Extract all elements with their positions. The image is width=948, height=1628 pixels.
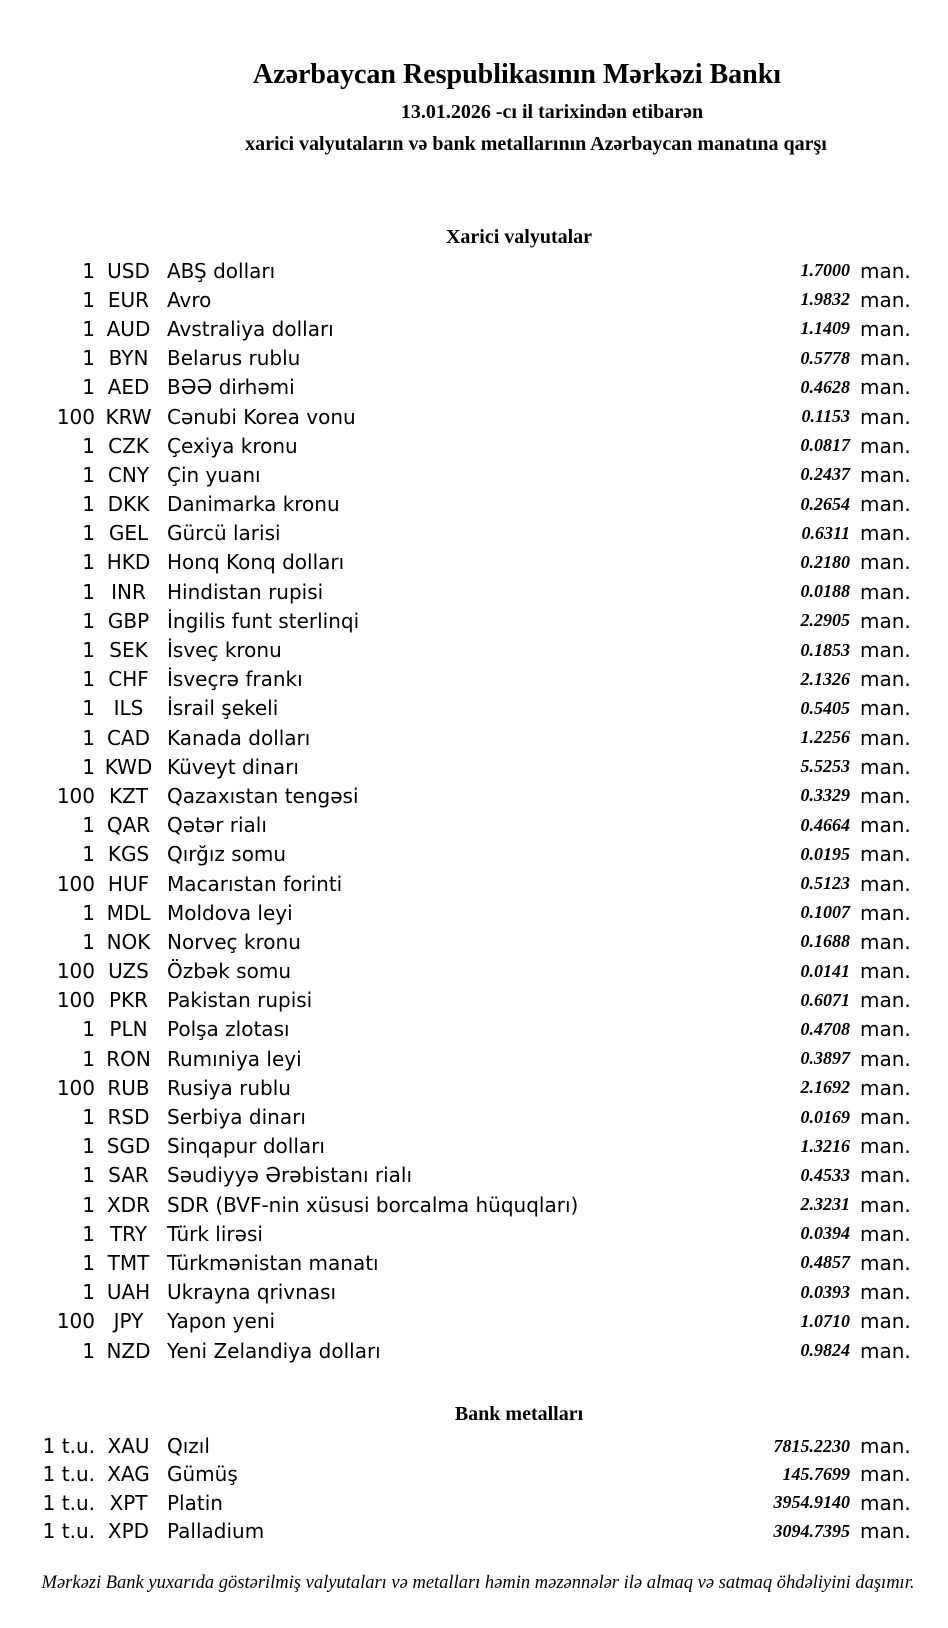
quantity-cell: 100 bbox=[56, 783, 95, 808]
unit-label: man. bbox=[860, 754, 911, 779]
unit-label: man. bbox=[860, 1046, 911, 1071]
unit-label: man. bbox=[860, 725, 911, 750]
rate-value-cell: 7815.2230 bbox=[773, 1435, 850, 1456]
currency-name-cell: Qətər rialı bbox=[167, 813, 267, 838]
table-row bbox=[0, 1307, 948, 1336]
quantity-cell: 1 bbox=[82, 900, 95, 925]
currency-name-cell: Səudiyyə Ərəbistanı rialı bbox=[167, 1163, 413, 1188]
currency-name-cell: Çin yuanı bbox=[167, 462, 261, 487]
page-title: Azərbaycan Respublikasının Mərkəzi Bankı bbox=[252, 59, 782, 90]
unit-label: man. bbox=[860, 988, 911, 1013]
rate-value-cell: 0.2437 bbox=[800, 464, 850, 485]
table-row bbox=[0, 1460, 948, 1488]
table-row bbox=[0, 1161, 948, 1190]
table-row bbox=[0, 1432, 948, 1460]
currency-code-cell: KRW bbox=[105, 404, 152, 429]
quantity-cell: 1 bbox=[82, 316, 95, 341]
currency-name-cell: Gürcü larisi bbox=[167, 521, 281, 546]
quantity-cell: 1 bbox=[82, 638, 95, 663]
currency-name-cell: İsrail şekeli bbox=[167, 696, 279, 721]
unit-label: man. bbox=[860, 433, 911, 458]
currency-code-cell: GBP bbox=[107, 608, 150, 633]
quantity-cell: 100 bbox=[56, 871, 95, 896]
quantity-cell: 1 bbox=[82, 462, 95, 487]
quantity-cell: 1 t.u. bbox=[42, 1462, 95, 1487]
currency-name-cell: Norveç kronu bbox=[167, 929, 301, 954]
unit-label: man. bbox=[860, 346, 911, 371]
unit-label: man. bbox=[860, 1221, 911, 1246]
currency-code-cell: EUR bbox=[107, 287, 150, 312]
table-row bbox=[0, 402, 948, 431]
rate-value-cell: 1.1409 bbox=[800, 318, 850, 339]
rate-value-cell: 5.5253 bbox=[800, 756, 850, 777]
rate-value-cell: 0.4628 bbox=[800, 376, 850, 397]
currency-code-cell: ILS bbox=[113, 696, 144, 721]
rate-value-cell: 0.0817 bbox=[800, 435, 850, 456]
unit-label: man. bbox=[860, 696, 911, 721]
rate-value-cell: 0.1007 bbox=[800, 902, 850, 923]
table-row bbox=[0, 1044, 948, 1073]
table-row bbox=[0, 869, 948, 898]
metal-code-cell: XPD bbox=[107, 1519, 150, 1544]
effective-date-line: 13.01.2026 -cı il tarixindən etibarən bbox=[400, 101, 704, 123]
rate-value-cell: 1.2256 bbox=[800, 727, 850, 748]
currency-name-cell: İngilis funt sterlinqi bbox=[167, 608, 360, 633]
currency-code-cell: AED bbox=[107, 375, 150, 400]
table-row bbox=[0, 898, 948, 927]
quantity-cell: 1 t.u. bbox=[42, 1519, 95, 1544]
unit-label: man. bbox=[860, 521, 911, 546]
unit-label: man. bbox=[860, 1075, 911, 1100]
currency-code-cell: RON bbox=[106, 1046, 151, 1071]
rate-value-cell: 2.3231 bbox=[800, 1194, 850, 1215]
rate-value-cell: 1.7000 bbox=[800, 260, 850, 281]
quantity-cell: 1 bbox=[82, 696, 95, 721]
unit-label: man. bbox=[860, 813, 911, 838]
currency-code-cell: UZS bbox=[108, 959, 149, 984]
quantity-cell: 1 bbox=[82, 725, 95, 750]
rate-value-cell: 0.2654 bbox=[800, 493, 850, 514]
table-row bbox=[0, 811, 948, 840]
quantity-cell: 1 bbox=[82, 1338, 95, 1363]
rate-value-cell: 0.0393 bbox=[800, 1281, 850, 1302]
currency-code-cell: USD bbox=[107, 258, 150, 283]
currency-name-cell: Moldova leyi bbox=[167, 900, 293, 925]
table-row bbox=[0, 1190, 948, 1219]
unit-label: man. bbox=[860, 287, 911, 312]
quantity-cell: 1 t.u. bbox=[42, 1434, 95, 1459]
table-row bbox=[0, 490, 948, 519]
currency-code-cell: PKR bbox=[108, 988, 149, 1013]
rate-value-cell: 0.0188 bbox=[800, 581, 850, 602]
currency-name-cell: İsveç kronu bbox=[167, 638, 282, 663]
quantity-cell: 1 bbox=[82, 521, 95, 546]
currency-name-cell: Özbək somu bbox=[167, 959, 291, 984]
quantity-cell: 1 bbox=[82, 667, 95, 692]
currency-code-cell: GEL bbox=[108, 521, 149, 546]
quantity-cell: 1 bbox=[82, 287, 95, 312]
currency-name-cell: Belarus rublu bbox=[167, 346, 301, 371]
quantity-cell: 1 bbox=[82, 1105, 95, 1130]
unit-label: man. bbox=[860, 1017, 911, 1042]
unit-label: man. bbox=[860, 1192, 911, 1217]
table-row bbox=[0, 694, 948, 723]
currency-code-cell: PLN bbox=[109, 1017, 148, 1042]
metal-name-cell: Gümüş bbox=[167, 1462, 238, 1487]
table-row bbox=[0, 256, 948, 285]
currency-code-cell: KZT bbox=[108, 783, 149, 808]
table-row bbox=[0, 431, 948, 460]
table-row bbox=[0, 519, 948, 548]
rate-value-cell: 2.2905 bbox=[800, 610, 850, 631]
unit-label: man. bbox=[860, 667, 911, 692]
metal-name-cell: Platin bbox=[167, 1490, 223, 1515]
unit-label: man. bbox=[860, 959, 911, 984]
table-row bbox=[0, 577, 948, 606]
currency-code-cell: RUB bbox=[107, 1075, 150, 1100]
currency-code-cell: CZK bbox=[108, 433, 149, 458]
unit-label: man. bbox=[860, 404, 911, 429]
currency-name-cell: Polşa zlotası bbox=[167, 1017, 290, 1042]
unit-label: man. bbox=[860, 316, 911, 341]
quantity-cell: 1 bbox=[82, 346, 95, 371]
rate-value-cell: 1.0710 bbox=[800, 1310, 850, 1331]
currency-code-cell: CNY bbox=[107, 462, 150, 487]
rate-value-cell: 0.3329 bbox=[800, 785, 850, 806]
table-row bbox=[0, 986, 948, 1015]
unit-label: man. bbox=[860, 1250, 911, 1275]
currency-code-cell: DKK bbox=[107, 492, 150, 517]
rate-value-cell: 1.9832 bbox=[800, 289, 850, 310]
currency-name-cell: Türkmənistan manatı bbox=[167, 1250, 379, 1275]
currency-name-cell: Çexiya kronu bbox=[167, 433, 298, 458]
currency-name-cell: BƏƏ dirhəmi bbox=[167, 375, 295, 400]
currency-name-cell: Rumıniya leyi bbox=[167, 1046, 302, 1071]
unit-label: man. bbox=[860, 492, 911, 517]
rate-value-cell: 0.1688 bbox=[800, 931, 850, 952]
currency-code-cell: RSD bbox=[107, 1105, 150, 1130]
currency-code-cell: HUF bbox=[107, 871, 150, 896]
rate-value-cell: 0.0195 bbox=[800, 843, 850, 864]
unit-label: man. bbox=[860, 842, 911, 867]
unit-label: man. bbox=[860, 1434, 911, 1459]
table-row bbox=[0, 1015, 948, 1044]
quantity-cell: 1 bbox=[82, 608, 95, 633]
currency-name-cell: Avro bbox=[167, 287, 212, 312]
rate-value-cell: 0.0394 bbox=[800, 1223, 850, 1244]
quantity-cell: 1 bbox=[82, 1280, 95, 1305]
table-row bbox=[0, 548, 948, 577]
table-row bbox=[0, 1219, 948, 1248]
unit-label: man. bbox=[860, 579, 911, 604]
quantity-cell: 100 bbox=[56, 404, 95, 429]
quantity-cell: 1 bbox=[82, 1134, 95, 1159]
quantity-cell: 100 bbox=[56, 1075, 95, 1100]
currency-name-cell: Macarıstan forinti bbox=[167, 871, 343, 896]
rate-value-cell: 0.6311 bbox=[801, 522, 850, 543]
table-row bbox=[0, 752, 948, 781]
currency-name-cell: Qazaxıstan tengəsi bbox=[167, 783, 359, 808]
metal-code-cell: XPT bbox=[109, 1490, 148, 1515]
unit-label: man. bbox=[860, 550, 911, 575]
unit-label: man. bbox=[860, 1163, 911, 1188]
currency-name-cell: İsveçrə frankı bbox=[167, 667, 303, 692]
metal-name-cell: Qızıl bbox=[167, 1434, 210, 1459]
rate-value-cell: 1.3216 bbox=[800, 1135, 850, 1156]
unit-label: man. bbox=[860, 258, 911, 283]
quantity-cell: 1 bbox=[82, 1221, 95, 1246]
unit-label: man. bbox=[860, 1309, 911, 1334]
table-row bbox=[0, 1102, 948, 1131]
currency-code-cell: INR bbox=[111, 579, 146, 604]
currency-name-cell: Yapon yeni bbox=[167, 1309, 276, 1334]
rate-value-cell: 0.0141 bbox=[800, 960, 850, 981]
rate-value-cell: 3094.7395 bbox=[773, 1520, 850, 1541]
quantity-cell: 1 bbox=[82, 579, 95, 604]
currency-code-cell: CAD bbox=[106, 725, 151, 750]
currency-name-cell: Pakistan rupisi bbox=[167, 988, 313, 1013]
unit-label: man. bbox=[860, 1105, 911, 1130]
currency-rates-table bbox=[0, 256, 948, 1365]
metal-code-cell: XAG bbox=[107, 1462, 150, 1487]
currency-name-cell: Rusiya rublu bbox=[167, 1075, 291, 1100]
table-row bbox=[0, 1278, 948, 1307]
rate-value-cell: 0.2180 bbox=[800, 551, 850, 572]
rate-value-cell: 0.5778 bbox=[800, 347, 850, 368]
currency-name-cell: Serbiya dinarı bbox=[167, 1105, 306, 1130]
quantity-cell: 1 bbox=[82, 754, 95, 779]
quantity-cell: 1 bbox=[82, 375, 95, 400]
quantity-cell: 100 bbox=[56, 1309, 95, 1334]
rate-value-cell: 0.1153 bbox=[801, 406, 850, 427]
currency-code-cell: MDL bbox=[106, 900, 151, 925]
section-heading-currencies: Xarici valyutalar bbox=[445, 226, 593, 248]
currency-name-cell: Qırğız somu bbox=[167, 842, 287, 867]
currency-code-cell: QAR bbox=[106, 813, 151, 838]
currency-name-cell: Sinqapur dolları bbox=[167, 1134, 325, 1159]
quantity-cell: 1 bbox=[82, 1192, 95, 1217]
quantity-cell: 1 bbox=[82, 813, 95, 838]
table-row bbox=[0, 781, 948, 810]
table-row bbox=[0, 1489, 948, 1517]
quantity-cell: 1 bbox=[82, 1163, 95, 1188]
currency-name-cell: Avstraliya dolları bbox=[167, 316, 334, 341]
metal-rates-table bbox=[0, 1432, 948, 1545]
currency-code-cell: XDR bbox=[107, 1192, 150, 1217]
unit-label: man. bbox=[860, 375, 911, 400]
table-row bbox=[0, 460, 948, 489]
table-row bbox=[0, 285, 948, 314]
unit-label: man. bbox=[860, 1462, 911, 1487]
unit-label: man. bbox=[860, 608, 911, 633]
quantity-cell: 100 bbox=[56, 988, 95, 1013]
table-row bbox=[0, 723, 948, 752]
section-heading-metals: Bank metalları bbox=[454, 1403, 584, 1425]
quantity-cell: 1 bbox=[82, 1017, 95, 1042]
currency-name-cell: Türk lirəsi bbox=[167, 1221, 263, 1246]
quantity-cell: 1 bbox=[82, 433, 95, 458]
table-row bbox=[0, 373, 948, 402]
rate-value-cell: 0.4708 bbox=[800, 1018, 850, 1039]
quantity-cell: 1 bbox=[82, 550, 95, 575]
disclaimer-text: Mərkəzi Bank yuxarıda göstərilmiş valyutaları və metalları həmin məzənnələr ilə almaq və satmaq öhdəliyini daşımır. bbox=[41, 1573, 915, 1593]
currency-code-cell: SGD bbox=[106, 1134, 151, 1159]
quantity-cell: 1 bbox=[82, 258, 95, 283]
unit-label: man. bbox=[860, 462, 911, 487]
currency-code-cell: UAH bbox=[106, 1280, 151, 1305]
unit-label: man. bbox=[860, 1338, 911, 1363]
currency-code-cell: BYN bbox=[108, 346, 149, 371]
table-row bbox=[0, 344, 948, 373]
unit-label: man. bbox=[860, 638, 911, 663]
table-row bbox=[0, 635, 948, 664]
currency-name-cell: Yeni Zelandiya dolları bbox=[167, 1338, 381, 1363]
currency-code-cell: KWD bbox=[104, 754, 153, 779]
currency-code-cell: AUD bbox=[106, 316, 151, 341]
rate-value-cell: 0.4664 bbox=[800, 814, 850, 835]
currency-code-cell: TMT bbox=[107, 1250, 150, 1275]
rate-value-cell: 2.1692 bbox=[800, 1077, 850, 1098]
currency-code-cell: NOK bbox=[106, 929, 151, 954]
rate-value-cell: 0.6071 bbox=[800, 989, 850, 1010]
rate-value-cell: 0.4533 bbox=[800, 1164, 850, 1185]
currency-code-cell: SEK bbox=[109, 638, 148, 663]
rate-value-cell: 0.0169 bbox=[800, 1106, 850, 1127]
currency-code-cell: JPY bbox=[113, 1309, 144, 1334]
currency-name-cell: Hindistan rupisi bbox=[167, 579, 324, 604]
table-row bbox=[0, 927, 948, 956]
currency-name-cell: ABŞ dolları bbox=[167, 258, 276, 283]
currency-name-cell: SDR (BVF-nin xüsusi borcalma hüquqları) bbox=[167, 1192, 579, 1217]
currency-name-cell: Ukrayna qrivnası bbox=[167, 1280, 337, 1305]
currency-name-cell: Danimarka kronu bbox=[167, 492, 340, 517]
quantity-cell: 100 bbox=[56, 959, 95, 984]
quantity-cell: 1 bbox=[82, 1046, 95, 1071]
rate-value-cell: 0.4857 bbox=[800, 1252, 850, 1273]
rate-value-cell: 0.1853 bbox=[800, 639, 850, 660]
rate-value-cell: 2.1326 bbox=[800, 668, 850, 689]
unit-label: man. bbox=[860, 783, 911, 808]
currency-name-cell: Küveyt dinarı bbox=[167, 754, 299, 779]
rate-value-cell: 145.7699 bbox=[782, 1463, 850, 1484]
currency-code-cell: HKD bbox=[106, 550, 151, 575]
table-row bbox=[0, 606, 948, 635]
rate-value-cell: 0.3897 bbox=[800, 1048, 850, 1069]
currency-code-cell: NZD bbox=[106, 1338, 151, 1363]
quantity-cell: 1 t.u. bbox=[42, 1490, 95, 1515]
rate-value-cell: 0.5123 bbox=[800, 873, 850, 894]
unit-label: man. bbox=[860, 871, 911, 896]
currency-code-cell: SAR bbox=[108, 1163, 149, 1188]
unit-label: man. bbox=[860, 1519, 911, 1544]
quantity-cell: 1 bbox=[82, 842, 95, 867]
quantity-cell: 1 bbox=[82, 929, 95, 954]
unit-label: man. bbox=[860, 929, 911, 954]
subtitle: xarici valyutaların və bank metallarının Azərbaycan manatına qarşı bbox=[245, 133, 827, 155]
table-row bbox=[0, 1073, 948, 1102]
currency-code-cell: CHF bbox=[108, 667, 149, 692]
metal-code-cell: XAU bbox=[107, 1434, 150, 1459]
rate-value-cell: 0.5405 bbox=[800, 697, 850, 718]
rate-value-cell: 3954.9140 bbox=[773, 1492, 850, 1513]
currency-code-cell: TRY bbox=[109, 1221, 148, 1246]
table-row bbox=[0, 840, 948, 869]
quantity-cell: 1 bbox=[82, 1250, 95, 1275]
table-row bbox=[0, 665, 948, 694]
currency-name-cell: Cənubi Korea vonu bbox=[167, 404, 356, 429]
table-row bbox=[0, 1248, 948, 1277]
rate-value-cell: 0.9824 bbox=[800, 1340, 850, 1361]
unit-label: man. bbox=[860, 900, 911, 925]
currency-name-cell: Kanada dolları bbox=[167, 725, 311, 750]
table-row bbox=[0, 957, 948, 986]
currency-name-cell: Honq Konq dolları bbox=[167, 550, 345, 575]
table-row bbox=[0, 314, 948, 343]
table-row bbox=[0, 1517, 948, 1545]
unit-label: man. bbox=[860, 1280, 911, 1305]
unit-label: man. bbox=[860, 1134, 911, 1159]
table-row bbox=[0, 1336, 948, 1365]
table-row bbox=[0, 1132, 948, 1161]
quantity-cell: 1 bbox=[82, 492, 95, 517]
metal-name-cell: Palladium bbox=[167, 1519, 265, 1544]
unit-label: man. bbox=[860, 1490, 911, 1515]
currency-code-cell: KGS bbox=[107, 842, 150, 867]
